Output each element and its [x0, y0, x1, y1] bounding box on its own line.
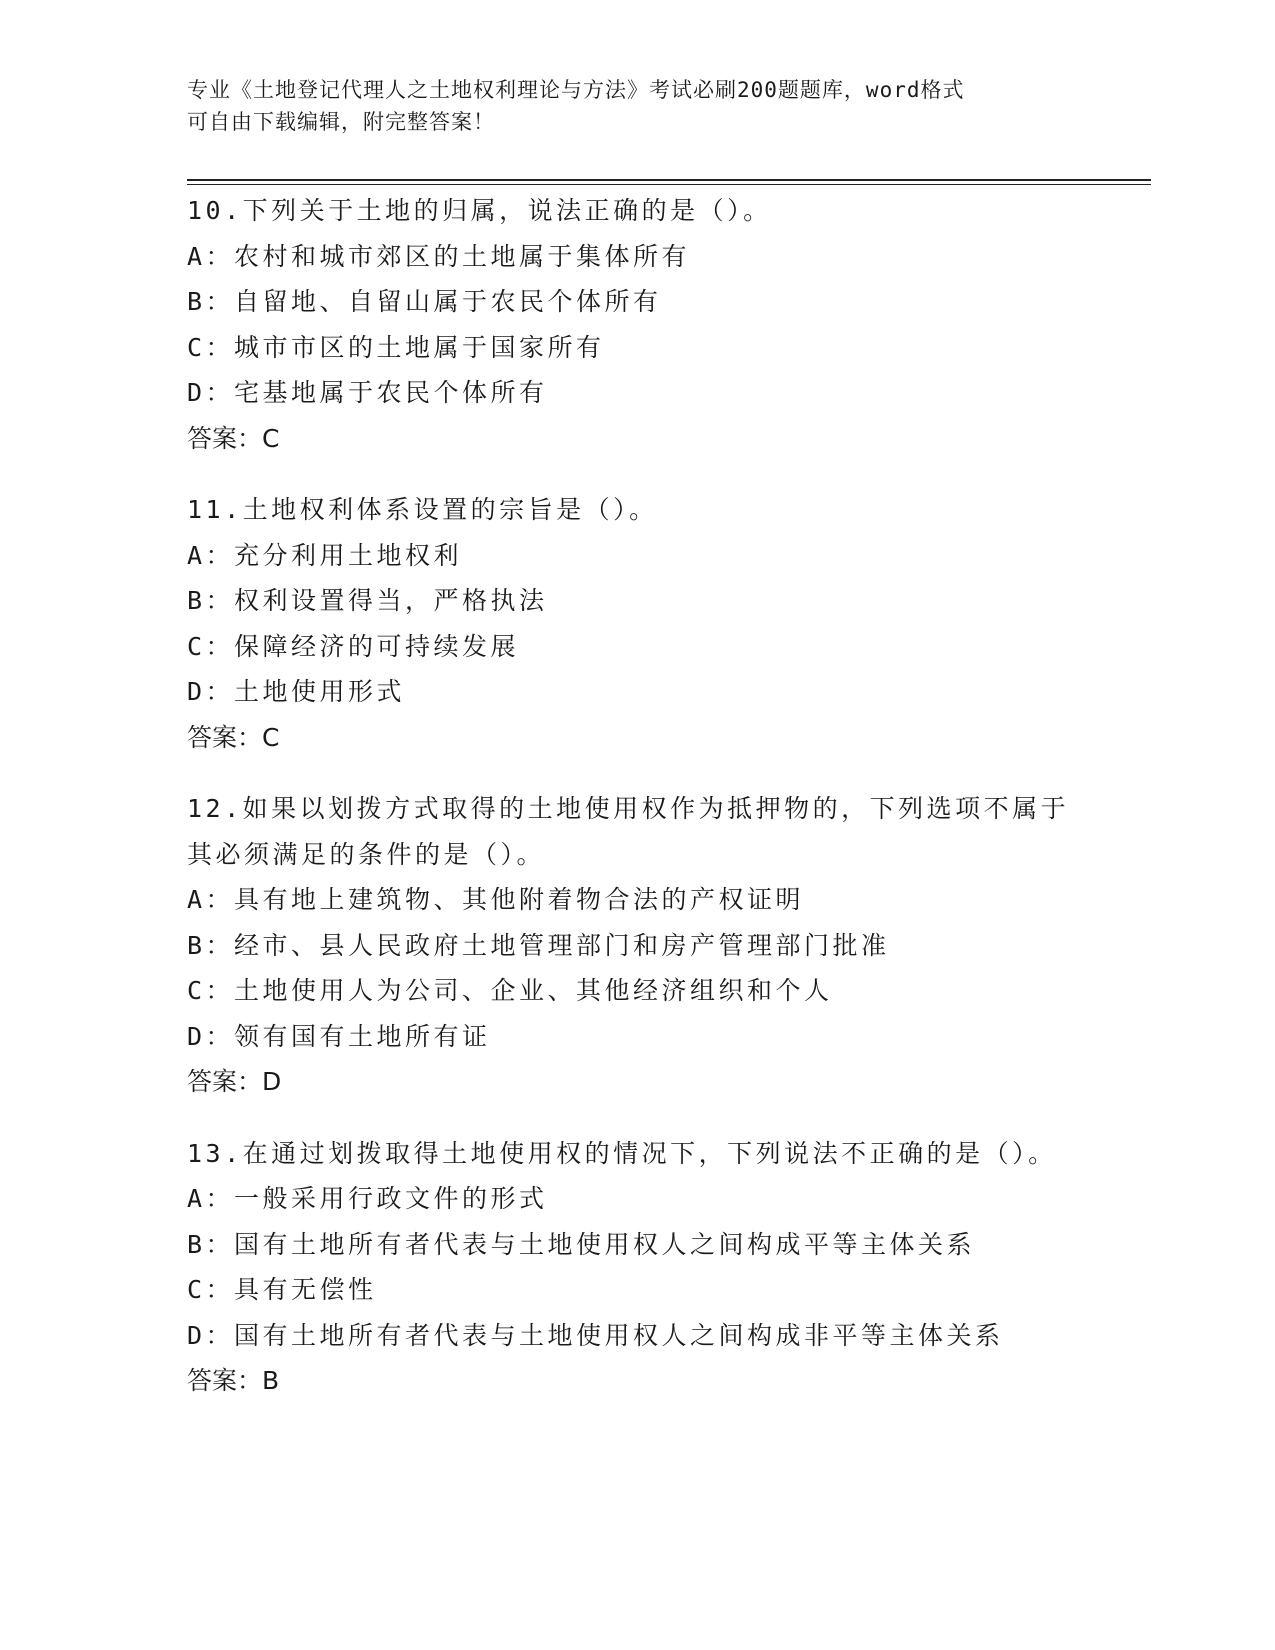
option-c: C：城市市区的土地属于国家所有 [187, 332, 605, 362]
header-line-1: 专业《土地登记代理人之土地权利理论与方法》考试必刷200题题库，word格式 [187, 78, 965, 102]
answer: 答案：B [187, 1366, 280, 1395]
question-stem: 13.在通过划拨取得土地使用权的情况下，下列说法不正确的是（）。 [187, 1138, 1057, 1168]
option-b: B：经市、县人民政府土地管理部门和房产管理部门批准 [187, 930, 890, 960]
header-divider-thick [187, 179, 1151, 181]
option-a: A：农村和城市郊区的土地属于集体所有 [187, 241, 691, 271]
option-d: D：国有土地所有者代表与土地使用权人之间构成非平等主体关系 [187, 1320, 1004, 1350]
document-header [187, 74, 1087, 138]
option-a: A：充分利用土地权利 [187, 540, 463, 570]
question-stem: 11.土地权利体系设置的宗旨是（）。 [187, 495, 658, 524]
question-stem: 10.下列关于土地的归属，说法正确的是（）。 [187, 196, 772, 225]
question-12 [187, 786, 1117, 1105]
option-a: A：具有地上建筑物、其他附着物合法的产权证明 [187, 885, 805, 914]
answer: 答案：C [187, 423, 280, 453]
answer: 答案：C [187, 722, 280, 752]
question-list [187, 188, 1117, 1430]
question-stem: 12.如果以划拨方式取得的土地使用权作为抵押物的，下列选项不属于 [187, 794, 1070, 823]
option-d: D：领有国有土地所有证 [187, 1021, 491, 1051]
question-10 [187, 188, 1117, 461]
header-divider-thin [187, 184, 1151, 185]
option-b: B：权利设置得当，严格执法 [187, 586, 548, 615]
option-b: B：自留地、自留山属于农民个体所有 [187, 287, 662, 316]
option-d: D：土地使用形式 [187, 677, 406, 706]
option-c: C：保障经济的可持续发展 [187, 631, 520, 661]
option-c: C：土地使用人为公司、企业、其他经济组织和个人 [187, 976, 833, 1005]
answer: 答案：D [187, 1067, 282, 1096]
question-11 [187, 487, 1117, 760]
option-b: B：国有土地所有者代表与土地使用权人之间构成平等主体关系 [187, 1229, 976, 1259]
question-stem-continued: 其必须满足的条件的是（）。 [187, 839, 546, 869]
question-13 [187, 1131, 1117, 1404]
option-d: D：宅基地属于农民个体所有 [187, 378, 548, 407]
header-line-2: 可自由下载编辑，附完整答案！ [187, 110, 495, 134]
option-a: A：一般采用行政文件的形式 [187, 1184, 548, 1213]
option-c: C：具有无偿性 [187, 1275, 377, 1304]
